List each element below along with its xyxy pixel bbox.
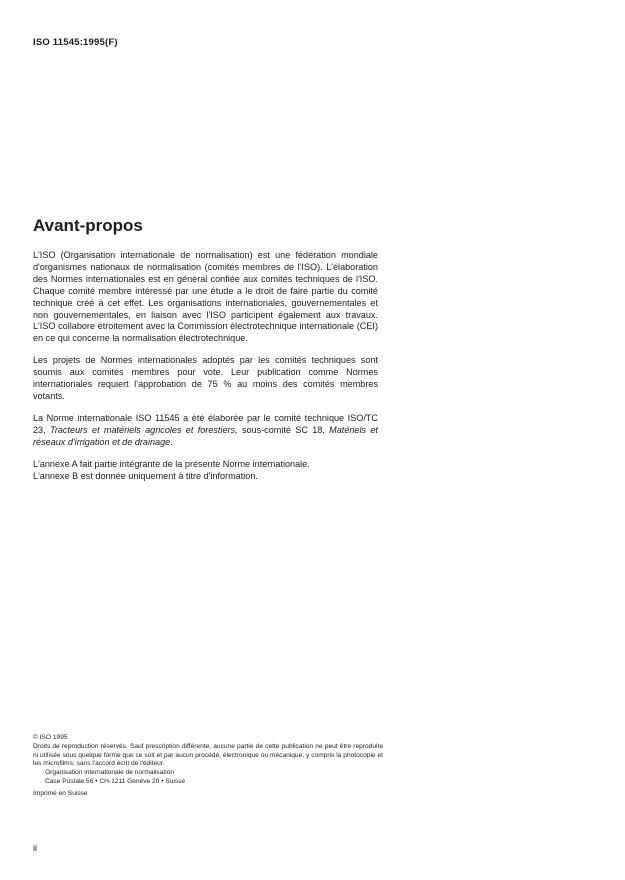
paragraph-annexes bbox=[33, 459, 378, 483]
foreword-body bbox=[33, 250, 378, 492]
page-number: ii bbox=[33, 843, 37, 853]
committee-name: Tracteurs et matériels agricoles et forestiers, bbox=[49, 424, 238, 435]
subcommittee-name: Matériels et réseaux d'irrigation et de drainage bbox=[33, 424, 378, 447]
publisher-name: Organisation internationale de normalisation bbox=[45, 769, 175, 777]
annex-b-note: L'annexe B est donnée uniquement à titre d'information. bbox=[33, 470, 258, 481]
preparation-text-1: La Norme internationale ISO 11545 a été élaborée par le comité technique ISO/TC 23, bbox=[33, 412, 378, 435]
preparation-text-2: sous-comité SC 18, bbox=[241, 424, 325, 435]
paragraph-preparation bbox=[33, 413, 378, 449]
copyright-block bbox=[33, 734, 383, 799]
section-title: Avant-propos bbox=[33, 216, 143, 235]
preparation-text-end: . bbox=[170, 436, 173, 447]
rights-notice: Droits de reproduction réservés. Sauf prescription différente, aucune partie de cette publication ne peut être reproduite ni utilisée sous quelque forme que ce soit et par aucun procédé, électronique ou mécanique, y compris la photocopie et les microfilms, sans l'accord écrit de l'éditeur. bbox=[33, 742, 383, 768]
paragraph-draft-voting: Les projets de Normes internationales adoptés par les comités techniques sont soumis aux comités membres pour vote. Leur publication comme Normes internationales requiert l'approbation de 75 % au moins des comités membres votants. bbox=[33, 355, 378, 401]
publisher-address: Case Postale 56 • CH-1211 Genève 20 • Suisse bbox=[45, 777, 186, 785]
copyright-line: © ISO 1995 bbox=[33, 734, 68, 741]
document-id: ISO 11545:1995(F) bbox=[33, 37, 118, 48]
printed-in: Imprimé en Suisse bbox=[33, 789, 88, 797]
paragraph-iso-intro: L'ISO (Organisation internationale de normalisation) est une fédération mondiale d'organismes nationaux de normalisation (comités membres de l'ISO). L'élaboration des Normes internationales est en général confiée aux comités techniques de l'ISO. Chaque comité membre intéressé par une étude a le droit de faire partie du comité technique créé à cet effet. Les organisations internationales, gouvernementales et non gouvernementales, en liaison avec l'ISO participent également aux travaux. L'ISO collabore étroitement avec la Commission électrotechnique internationale (CEI) en ce qui concerne la normalisation électrotechnique. bbox=[33, 250, 378, 344]
annex-a-note: L'annexe A fait partie intégrante de la présente Norme internationale. bbox=[33, 458, 310, 469]
